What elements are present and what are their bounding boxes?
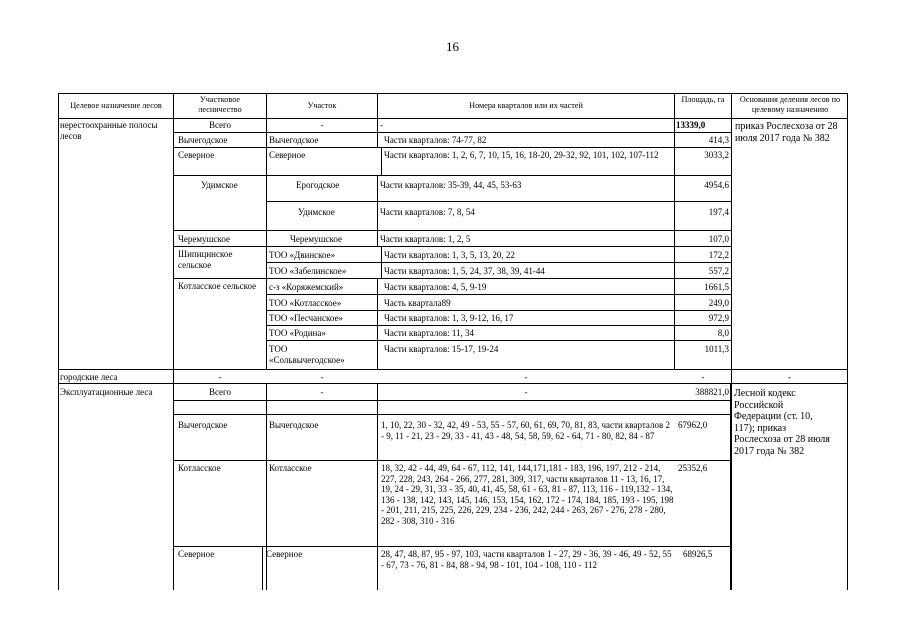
section-basis: приказ Рослесхоза от 28 июля 2017 года № 382 — [735, 121, 838, 144]
table-row-lesn: Вычегодское — [178, 420, 228, 430]
total-area: 388821,0 — [695, 387, 729, 397]
table-row-area: 1011,3 — [704, 344, 729, 354]
header-kvartaly: Номера кварталов или их частей — [469, 101, 583, 110]
section-purpose: нерестоохранные полосы лесов — [60, 120, 158, 141]
table-row-kv: Части кварталов: 1, 3, 5, 13, 20, 22 — [384, 250, 515, 260]
table-row-area: 249,0 — [708, 298, 729, 308]
table-row-area: 67962,0 — [678, 420, 708, 430]
table-row-kv: Части кварталов: 74-77, 82 — [384, 135, 487, 145]
total-area: 13339,0 — [676, 120, 706, 130]
header-area: Площадь, га — [681, 95, 725, 104]
table-row-uch: ТОО «Песчанское» — [269, 313, 344, 323]
table-row-kv: Части кварталов: 11, 34 — [384, 328, 474, 338]
table-row-uch: Северное — [269, 150, 306, 160]
table-row-lesn: Котласское — [178, 463, 221, 473]
table-row-lesn: Вычегодское — [178, 135, 228, 145]
table-row-kv: Части кварталов: 1, 3, 9-12, 16, 17 — [384, 313, 514, 323]
table-row-kv: 28, 47, 48, 87, 95 - 97, 103, части кварталов 1 - 27, 29 - 36, 39 - 46, 49 - 52, 55 - 67, 73 - 76, 81 - 84, 88 - 94, 98 - 101, 104 - 108, 110 - 112 — [381, 549, 672, 570]
section-basis: Лесной кодекс Российской Федерации (ст. 10, 117); приказ Рослесхоза от 28 июля 2017 года № 382 — [734, 388, 830, 457]
table-row-area: 68926,5 — [683, 549, 713, 559]
table-row-lesn: - — [218, 372, 222, 382]
total-kvartaly: - — [380, 120, 383, 130]
table-row-area: 414,3 — [708, 135, 729, 145]
total-uchastok: - — [320, 387, 324, 397]
table-row-kv: - — [524, 372, 528, 382]
table-row-area: 972,9 — [708, 313, 729, 323]
total-kvartaly: - — [524, 387, 528, 397]
page-number: 16 — [446, 39, 459, 54]
table-row-uch: ТОО «Сольвычегодское» — [269, 344, 345, 365]
table-row-kv: Часть квартала89 — [384, 298, 451, 308]
section-basis: - — [788, 372, 791, 382]
table-row-kv: Части кварталов: 7, 8, 54 — [380, 207, 475, 217]
table-row-area: 25352,6 — [678, 463, 708, 473]
table-row-lesn: Удимское — [201, 180, 238, 190]
table-row-kv: 18, 32, 42 - 44, 49, 64 - 67, 112, 141, 144,171,181 - 183, 196, 197, 212 - 214, 227, 228, 243, 264 - 266, 277, 281, 309, 317, части кварталов 11 - 13, 16, 17, 19, 24 - 29, 31, 33 - 35, 40, 41, 45, 58, 61 - 63, 81 - 87, 113, 116 - 119,132 - 134, 136 - 138, 142, 143, 145, 146, 153, 154, 162, 172 - 174, 184, 185, 193 - 195, 198 - 201, 211, 215, 225, 226, 229, 234 - 236, 242, 244 - 263, 267 - 276, 278 - 280, 282 - 308, 310 - 316 — [381, 463, 674, 526]
table-row-kv: Части кварталов: 1, 2, 5 — [380, 234, 471, 244]
table-row-area: 107,0 — [708, 234, 729, 244]
table-row-uch: ТОО «Забелинское» — [269, 266, 347, 276]
table-row-uch: Черемушское — [290, 234, 342, 244]
table-row-uch: ТОО «Двинское» — [269, 250, 336, 260]
table-row-area: - — [701, 372, 705, 382]
table-row-kv: Части кварталов: 35-39, 44, 45, 53-63 — [380, 180, 522, 190]
table-row-uch: Котласское — [269, 463, 312, 473]
table-row-area: 1661,5 — [704, 282, 729, 292]
table-row-uch: с-з «Коряжемский» — [269, 282, 344, 292]
table-row-kv: Части кварталов: 15-17, 19-24 — [384, 344, 499, 354]
table-row-uch: ТОО «Родина» — [269, 328, 326, 338]
table-row-uch: ТОО «Котласское» — [269, 298, 342, 308]
table-row-uch: Вычегодское — [269, 420, 319, 430]
header-uchastok: Участок — [307, 101, 337, 110]
table-row-lesn: Черемушское — [178, 234, 230, 244]
table-row-kv: Части кварталов: 4, 5, 9-19 — [384, 282, 487, 292]
table-row-area: 197,4 — [708, 207, 729, 217]
table-row-lesn: Шипицинское сельское — [178, 249, 233, 270]
total-label: Всего — [208, 120, 232, 130]
section-purpose: Эксплуатационные леса — [60, 387, 153, 397]
table-row-uch: Северное — [266, 549, 303, 559]
table-row-uch: - — [320, 372, 324, 382]
total-label: Всего — [208, 387, 232, 397]
table-row-lesn: Северное — [178, 549, 215, 559]
header-lesnichestvo: Участковое лесничество — [198, 95, 242, 114]
table-row-kv: Части кварталов: 1, 5, 24, 37, 38, 39, 41-44 — [384, 266, 545, 276]
table-row-kv: 1, 10, 22, 30 - 32, 42, 49 - 53, 55 - 57, 60, 61, 69, 70, 81, 83, части кварталов 2 - 9, 11 - 21, 23 - 29, 33 - 41, 43 - 48, 54, 58, 59, 62 - 64, 71 - 80, 82, 84 - 87 — [381, 420, 670, 441]
table-row-uch: Удимское — [298, 207, 335, 217]
table-row-kv: Части кварталов: 1, 2, 6, 7, 10, 15, 16, 18-20, 29-32, 92, 101, 102, 107-112 — [384, 150, 659, 160]
header-basis: Основания деления лесов по целевому назначению — [739, 95, 841, 114]
table-row-lesn: Северное — [178, 150, 215, 160]
table-row-area: 172,2 — [708, 250, 729, 260]
total-uchastok: - — [320, 120, 324, 130]
table-row-uch: Вычегодское — [269, 135, 319, 145]
table-row-lesn: Котласское сельское — [178, 281, 257, 291]
section-purpose: городские леса — [60, 372, 118, 382]
header-purpose: Целевое назначение лесов — [70, 101, 162, 110]
table-row-area: 4954,6 — [704, 180, 729, 190]
table-row-area: 557,2 — [708, 266, 729, 276]
table-row-area: 8,0 — [717, 328, 729, 338]
table-row-uch: Ерогодское — [296, 180, 340, 190]
table-row-area: 3033,2 — [704, 150, 729, 160]
